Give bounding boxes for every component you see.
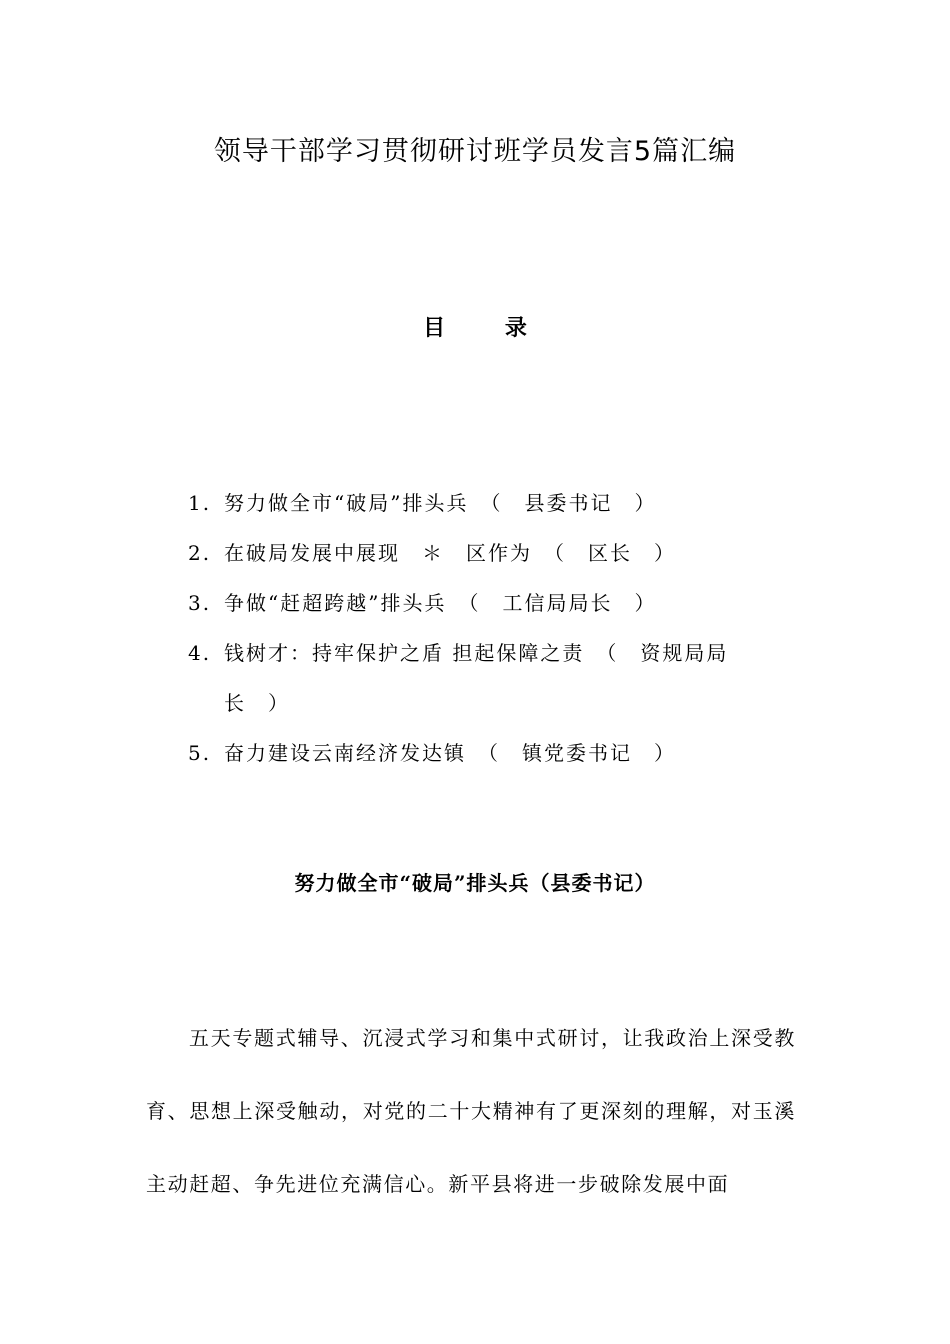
toc-item — [188, 578, 768, 628]
toc-item-number: 5. — [188, 741, 212, 765]
table-of-contents — [188, 478, 768, 778]
toc-item — [188, 478, 768, 528]
body-paragraph: 五天专题式辅导、沉浸式学习和集中式研讨，让我政治上深受教育、思想上深受触动，对党的二十大精神有了更深刻的理解，对玉溪主动赶超、争先进位充满信心。新平县将进一步破除发展中面 — [146, 1026, 796, 1196]
section-title: 努力做全市“破局”排头兵（县委书记） — [294, 871, 656, 895]
toc-item — [188, 528, 768, 578]
toc-item-text: 努力做全市“破局”排头兵 （ 县委书记 ） — [224, 491, 657, 515]
toc-item-number: 3. — [188, 591, 212, 615]
toc-item-text: 争做“赶超跨越”排头兵 （ 工信局局长 ） — [224, 591, 657, 615]
toc-item — [188, 628, 768, 728]
toc-heading: 目 录 — [423, 316, 553, 341]
toc-item-text: 在破局发展中展现 ＊ 区作为 （ 区长 ） — [224, 541, 676, 565]
document-title: 领导干部学习贯彻研讨班学员发言5篇汇编 — [213, 136, 737, 167]
toc-item-text: 奋力建设云南经济发达镇 （ 镇党委书记 ） — [224, 741, 676, 765]
toc-item — [188, 728, 768, 778]
toc-item-number: 1. — [188, 491, 212, 515]
toc-item-number: 2. — [188, 541, 212, 565]
toc-item-number: 4. — [188, 641, 212, 665]
toc-item-text: 钱树才：持牢保护之盾 担起保障之责 （ 资规局局长 ） — [224, 641, 729, 715]
